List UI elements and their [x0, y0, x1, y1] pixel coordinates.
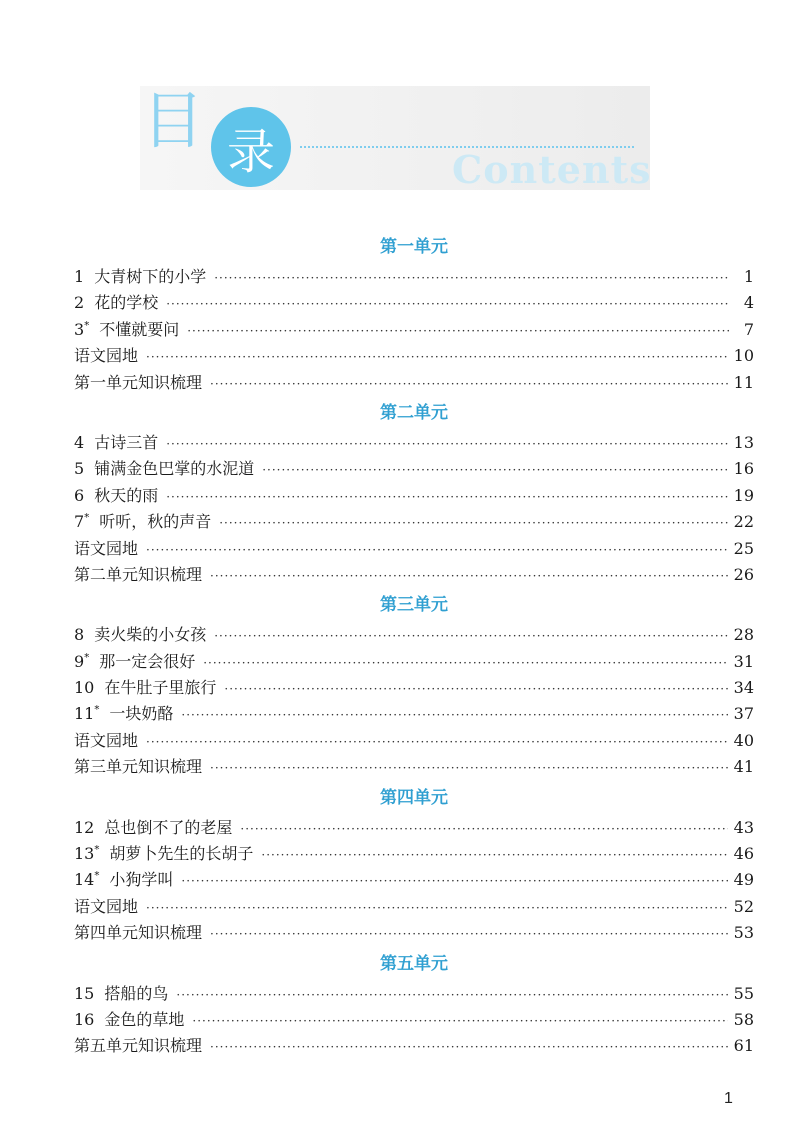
- entry-page: 61: [733, 1036, 754, 1056]
- toc-entry[interactable]: [74, 920, 754, 946]
- entry-title: 古诗三首: [94, 432, 159, 452]
- dot-leader: [224, 676, 727, 702]
- toc-entry[interactable]: [74, 483, 754, 509]
- optional-star-icon: *: [94, 844, 100, 856]
- entry-title: 语文园地: [74, 346, 139, 366]
- dot-leader: [261, 842, 727, 868]
- toc-entry[interactable]: [74, 290, 754, 316]
- entry-title: 卖火柴的小女孩: [94, 625, 207, 645]
- entry-number: [74, 622, 84, 648]
- toc-entry[interactable]: [74, 867, 754, 893]
- entry-title: 胡萝卜先生的长胡子: [109, 844, 254, 864]
- toc-entry[interactable]: [74, 456, 754, 482]
- title-circle: [211, 107, 291, 187]
- entry-number-text: 13: [74, 844, 95, 864]
- unit-heading: 第一单元: [380, 237, 448, 257]
- toc-entry[interactable]: [74, 622, 754, 648]
- entry-title: 花的学校: [94, 293, 159, 313]
- entry-number-text: 7: [74, 512, 85, 532]
- toc-entry[interactable]: [74, 815, 754, 841]
- dot-leader: [166, 291, 730, 317]
- dot-leader: [187, 318, 730, 344]
- entry-number: [74, 456, 84, 482]
- entry-number-text: 3: [74, 319, 85, 339]
- entry-page: 7: [743, 319, 754, 339]
- entry-number-text: 1: [74, 267, 85, 286]
- entry-title: 第二单元知识梳理: [74, 564, 203, 584]
- entry-title: 不懂就要问: [99, 319, 180, 339]
- dot-leader: [146, 344, 728, 370]
- entry-number-text: 14: [74, 870, 95, 890]
- entry-number-text: 6: [74, 485, 85, 505]
- dot-leader: [146, 895, 728, 921]
- entry-page: 43: [733, 817, 754, 837]
- dot-leader: [214, 265, 730, 291]
- dot-leader: [214, 623, 727, 649]
- title-char-mu: 目: [142, 84, 205, 157]
- entry-page: 58: [733, 1009, 754, 1029]
- dot-leader: [166, 484, 727, 510]
- toc-entry[interactable]: [74, 1033, 754, 1059]
- entry-title: 第三单元知识梳理: [74, 757, 203, 777]
- toc-entry[interactable]: [74, 509, 754, 535]
- entry-title: 第一单元知识梳理: [74, 372, 203, 392]
- entry-page: 11: [733, 372, 754, 392]
- unit-heading: 第四单元: [380, 787, 448, 808]
- toc-entry[interactable]: [74, 1007, 754, 1033]
- entry-page: 13: [733, 432, 754, 452]
- toc-entry[interactable]: [74, 728, 754, 754]
- entry-page: 25: [733, 538, 754, 558]
- entry-number: [74, 867, 99, 893]
- optional-star-icon: *: [94, 871, 100, 883]
- entry-title: 语文园地: [74, 730, 139, 750]
- unit-heading: 第五单元: [380, 953, 448, 974]
- table-of-contents: [74, 230, 754, 1060]
- entry-page: 31: [733, 651, 754, 671]
- entry-page: 55: [733, 983, 754, 1003]
- entry-number-text: 8: [74, 625, 85, 645]
- toc-entry[interactable]: [74, 264, 754, 290]
- entry-number: [74, 841, 99, 867]
- dot-leader: [210, 371, 728, 397]
- toc-entry[interactable]: [74, 981, 754, 1007]
- entry-page: 37: [733, 704, 754, 724]
- entry-number-text: 11: [74, 704, 95, 724]
- dot-leader: [210, 755, 728, 781]
- entry-number-text: 5: [74, 459, 85, 479]
- entry-number: [74, 675, 94, 701]
- entry-page: 28: [733, 625, 754, 645]
- dot-leader: [210, 921, 728, 947]
- entry-number-text: 9: [74, 651, 85, 671]
- entry-page: 53: [733, 923, 754, 943]
- entry-number: [74, 701, 99, 727]
- entry-number: [74, 981, 94, 1007]
- entry-number-text: 15: [74, 983, 95, 1003]
- entry-page: 10: [733, 346, 754, 366]
- entry-title: 一块奶酪: [109, 704, 174, 724]
- entry-title: 秋天的雨: [94, 485, 159, 505]
- toc-entry[interactable]: [74, 317, 754, 343]
- dot-leader: [166, 431, 727, 457]
- entry-page: 1: [743, 267, 754, 286]
- entry-number: [74, 290, 84, 316]
- entry-number-text: 16: [74, 1009, 95, 1029]
- entry-number: [74, 649, 89, 675]
- page-number: 1: [724, 1090, 733, 1107]
- entry-number: [74, 483, 84, 509]
- dot-leader: [181, 868, 727, 894]
- entry-page: 19: [733, 485, 754, 505]
- toc-entry[interactable]: [74, 701, 754, 727]
- dot-leader: [146, 537, 728, 563]
- optional-star-icon: *: [84, 320, 90, 332]
- entry-page: 16: [733, 459, 754, 479]
- entry-title: 铺满金色巴掌的水泥道: [94, 459, 255, 479]
- entry-number-text: 2: [74, 293, 85, 313]
- entry-title: 第五单元知识梳理: [74, 1036, 203, 1056]
- toc-entry[interactable]: [74, 754, 754, 780]
- dot-leader: [146, 729, 728, 755]
- entry-title: 那一定会很好: [99, 651, 196, 671]
- entry-page: 46: [733, 844, 754, 864]
- toc-entry[interactable]: [74, 430, 754, 456]
- entry-title: 语文园地: [74, 538, 139, 558]
- entry-number: [74, 509, 89, 535]
- entry-number-text: 12: [74, 817, 95, 837]
- dot-leader: [262, 457, 727, 483]
- entry-number: [74, 430, 84, 456]
- toc-entry[interactable]: [74, 562, 754, 588]
- entry-page: 40: [733, 730, 754, 750]
- dot-leader: [240, 816, 727, 842]
- title-char-lu: 录: [226, 123, 275, 180]
- entry-number: [74, 317, 89, 343]
- unit-heading: 第二单元: [380, 402, 448, 423]
- unit-heading: 第三单元: [380, 595, 448, 616]
- entry-page: 26: [733, 564, 754, 584]
- entry-page: 41: [733, 757, 754, 777]
- toc-entry[interactable]: [74, 649, 754, 675]
- entry-page: 49: [733, 870, 754, 890]
- entry-page: 4: [743, 293, 754, 313]
- toc-entry[interactable]: [74, 370, 754, 396]
- entry-title: 大青树下的小学: [94, 267, 207, 286]
- toc-entry[interactable]: [74, 894, 754, 920]
- entry-number-text: 4: [74, 432, 85, 452]
- entry-page: 34: [733, 678, 754, 698]
- entry-title: 第四单元知识梳理: [74, 923, 203, 943]
- entry-title: 总也倒不了的老屋: [104, 817, 233, 837]
- dot-leader: [219, 510, 727, 536]
- dot-leader: [192, 1008, 727, 1034]
- optional-star-icon: *: [94, 705, 100, 717]
- toc-entry[interactable]: [74, 841, 754, 867]
- dot-leader: [181, 702, 727, 728]
- dot-leader: [210, 563, 728, 589]
- contents-label: Contents: [452, 147, 652, 192]
- entry-number-text: 10: [74, 678, 95, 698]
- dot-leader: [210, 1034, 728, 1060]
- entry-title: 搭船的鸟: [104, 983, 169, 1003]
- entry-title: 听听，秋的声音: [99, 512, 212, 532]
- entry-number: [74, 264, 84, 290]
- entry-number: [74, 1007, 94, 1033]
- toc-entry[interactable]: [74, 536, 754, 562]
- optional-star-icon: *: [84, 512, 90, 524]
- dot-leader: [203, 650, 727, 676]
- optional-star-icon: *: [84, 652, 90, 664]
- dot-leader: [176, 982, 727, 1008]
- toc-entry[interactable]: [74, 343, 754, 369]
- entry-page: 52: [733, 896, 754, 916]
- entry-title: 语文园地: [74, 896, 139, 916]
- entry-number: [74, 815, 94, 841]
- entry-title: 小狗学叫: [109, 870, 174, 890]
- toc-entry[interactable]: [74, 675, 754, 701]
- entry-title: 在牛肚子里旅行: [104, 678, 217, 698]
- entry-page: 22: [733, 512, 754, 532]
- entry-title: 金色的草地: [104, 1009, 185, 1029]
